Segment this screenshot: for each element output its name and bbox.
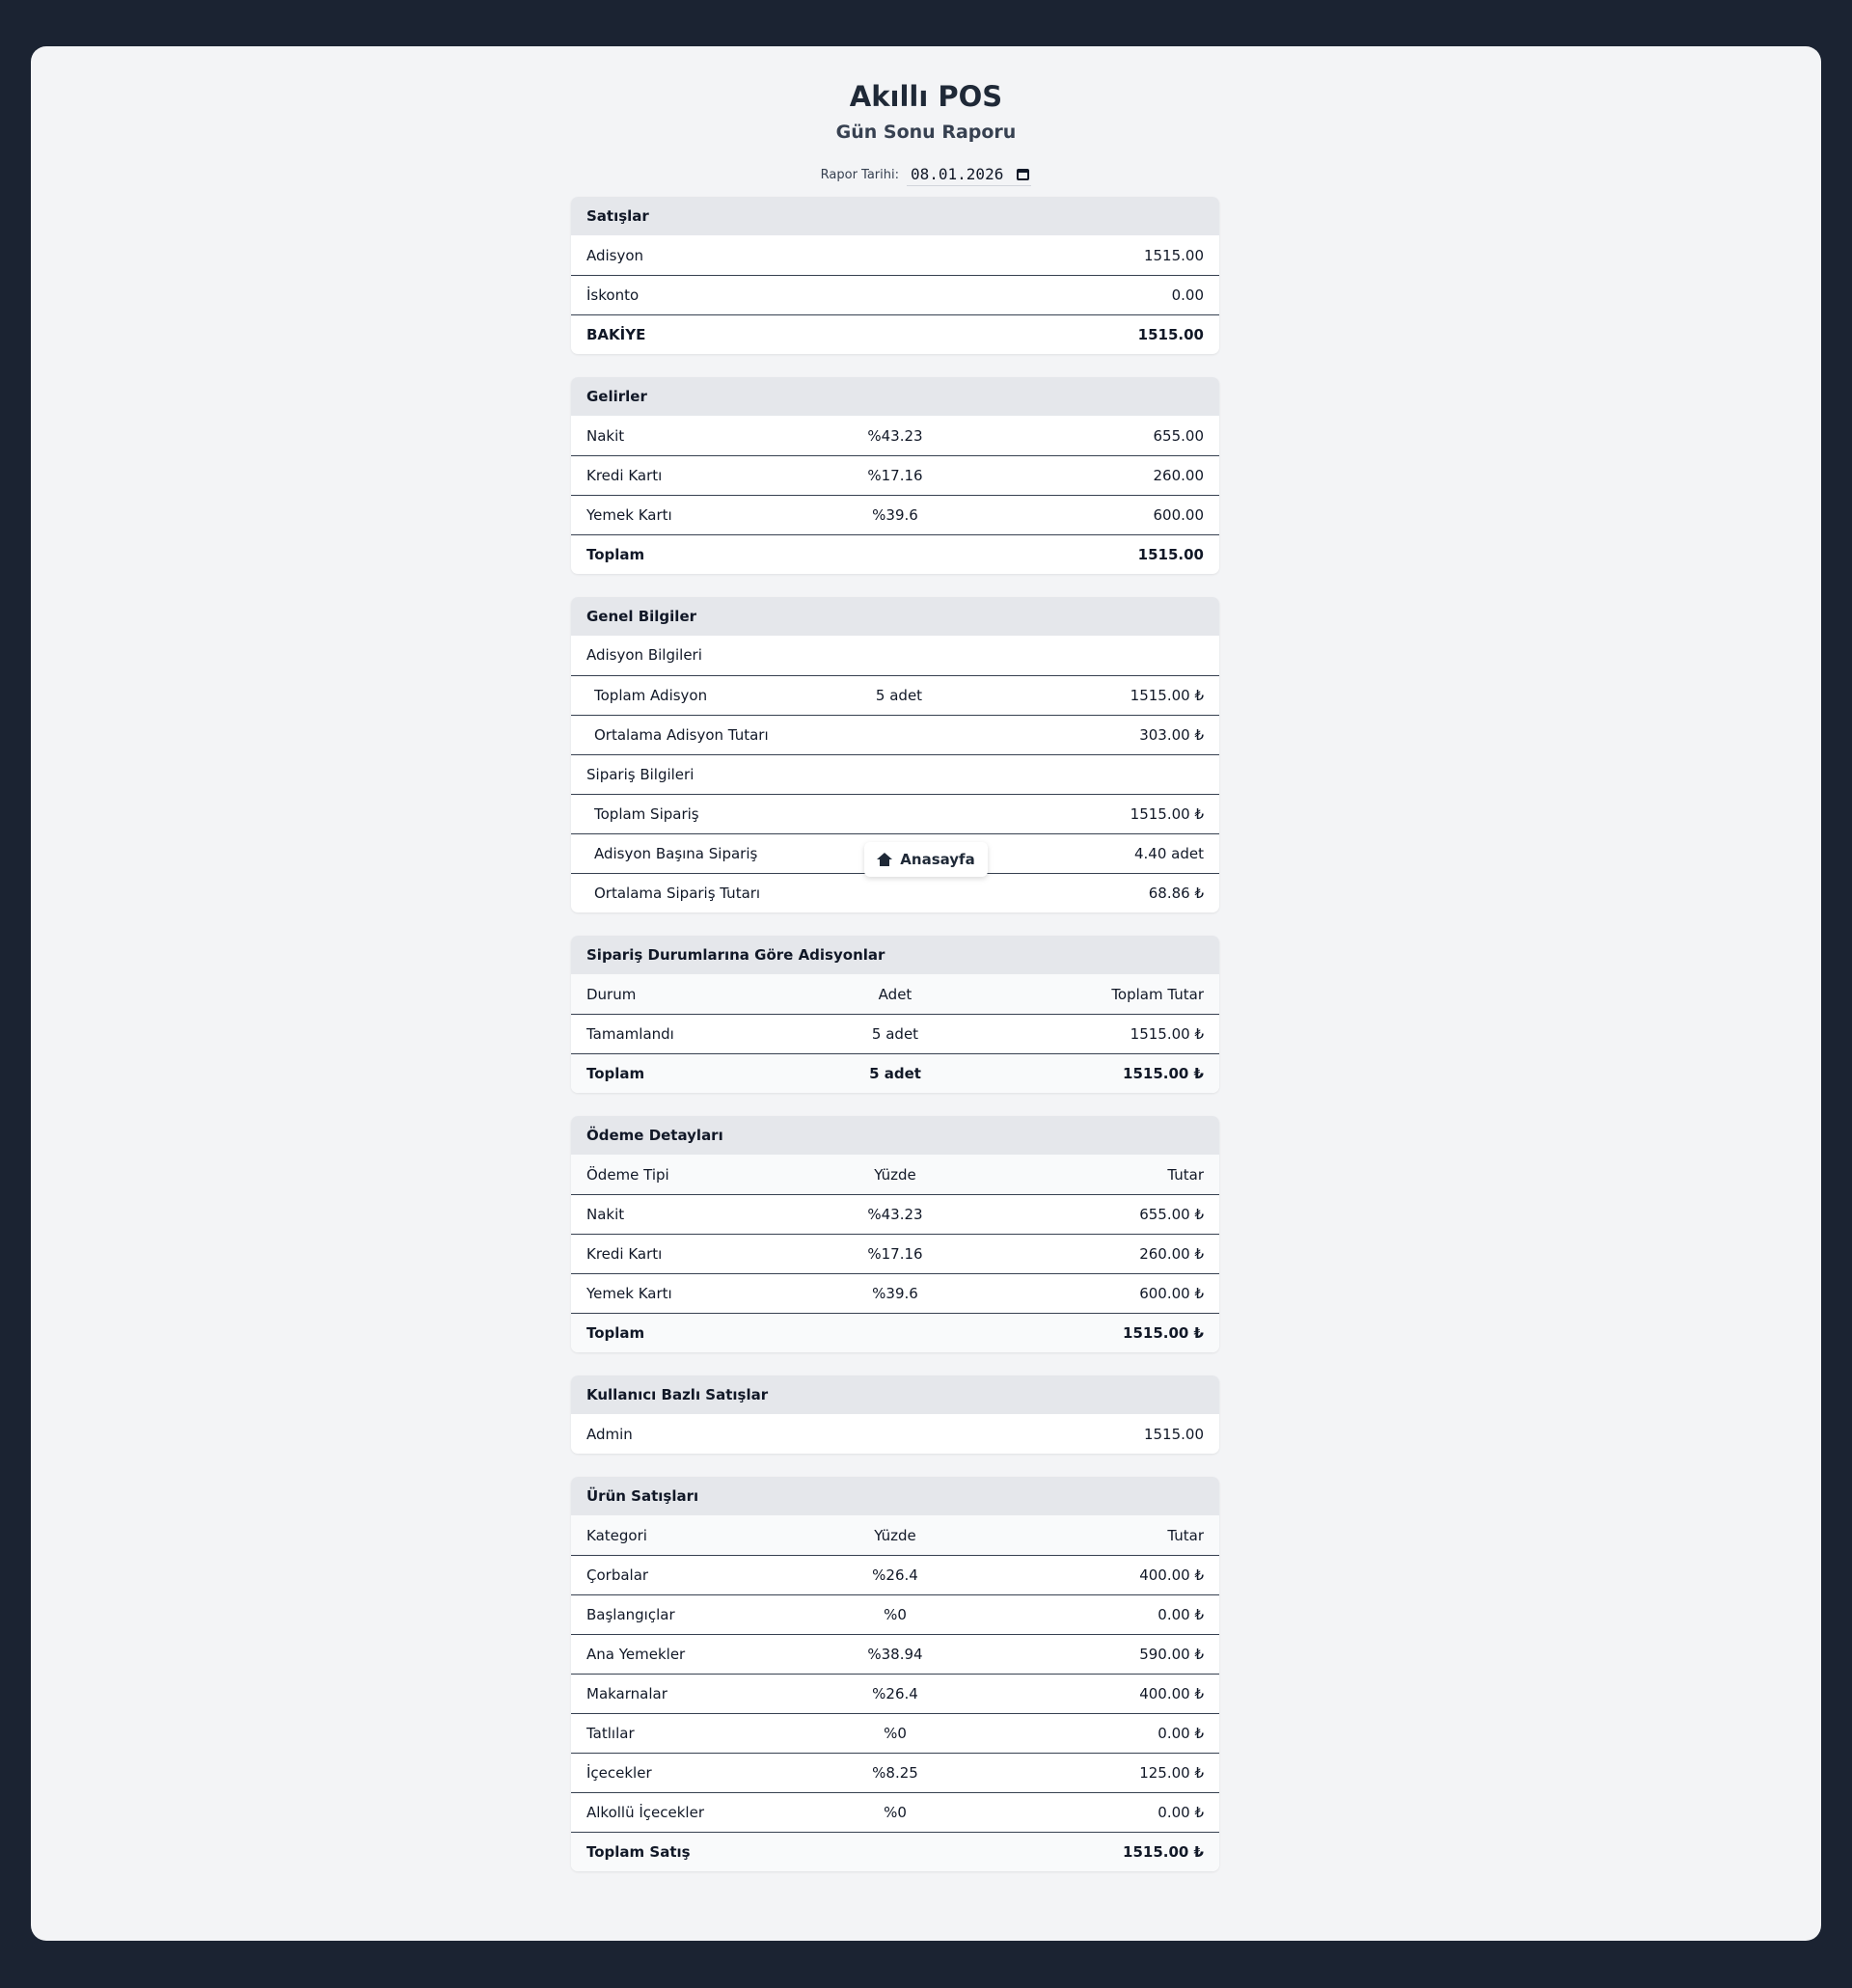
table-row <box>571 1273 1219 1313</box>
column-header: Durum <box>586 985 637 1003</box>
row-label: Adisyon Başına Sipariş <box>594 845 758 862</box>
row-percent: %38.94 <box>867 1646 923 1663</box>
row-value: 4.40 adet <box>1134 845 1204 862</box>
row-percent: %17.16 <box>867 467 923 484</box>
home-icon <box>877 853 892 866</box>
row-value: 400.00 ₺ <box>1139 1566 1204 1584</box>
total-row <box>571 1832 1219 1871</box>
table-row <box>571 675 1219 715</box>
row-percent: %26.4 <box>872 1566 918 1584</box>
row-value: 0.00 ₺ <box>1158 1606 1204 1623</box>
column-header: Toplam Tutar <box>1111 985 1204 1003</box>
row-value: 125.00 ₺ <box>1139 1764 1204 1782</box>
adisyon-info-heading: Adisyon Bilgileri <box>586 646 702 664</box>
row-percent: %0 <box>884 1725 907 1742</box>
row-label: Toplam <box>586 1065 645 1082</box>
row-value: 1515.00 ₺ <box>1123 1324 1204 1342</box>
table-row <box>571 1414 1219 1454</box>
report-subtitle: Gün Sonu Raporu <box>835 122 1017 143</box>
row-label: İçecekler <box>586 1764 652 1782</box>
row-label: Kredi Kartı <box>586 467 663 484</box>
table-row <box>571 1555 1219 1594</box>
table-header-row <box>571 974 1219 1014</box>
table-row <box>571 1634 1219 1674</box>
table-row <box>571 1792 1219 1832</box>
report-date-input[interactable] <box>907 163 1031 186</box>
date-row <box>31 162 1821 187</box>
column-header: Tutar <box>1167 1165 1204 1184</box>
row-label: BAKİYE <box>586 326 646 343</box>
row-label: Tatlılar <box>586 1725 635 1742</box>
row-value: 655.00 ₺ <box>1139 1206 1204 1223</box>
row-label: Yemek Kartı <box>586 506 672 524</box>
order-info-heading: Sipariş Bilgileri <box>571 754 1219 794</box>
row-label: Toplam <box>586 546 645 563</box>
row-percent: %0 <box>884 1804 907 1821</box>
table-row <box>571 1014 1219 1053</box>
row-value: 260.00 ₺ <box>1139 1245 1204 1263</box>
card-title: Genel Bilgiler <box>571 597 1219 636</box>
row-count: 5 adet <box>869 1065 921 1082</box>
row-count: 5 adet <box>875 687 923 704</box>
table-row <box>571 455 1219 495</box>
table-row <box>571 1753 1219 1792</box>
table-row <box>571 1594 1219 1634</box>
table-header-row <box>571 1155 1219 1194</box>
card-title: Sipariş Durumlarına Göre Adisyonlar <box>571 936 1219 974</box>
row-percent: %0 <box>884 1606 907 1623</box>
row-value: 400.00 ₺ <box>1139 1685 1204 1702</box>
row-label: Tamamlandı <box>586 1025 674 1043</box>
table-row <box>571 794 1219 833</box>
row-label: Toplam Satış <box>586 1843 691 1861</box>
date-label: Rapor Tarihi: <box>820 167 899 182</box>
total-row <box>571 534 1219 574</box>
row-label: Toplam <box>586 1324 645 1342</box>
table-row <box>571 495 1219 534</box>
card-title: Satışlar <box>571 197 1219 235</box>
user-sales-card <box>571 1375 1219 1454</box>
table-row <box>571 715 1219 754</box>
card-title: Ödeme Detayları <box>571 1116 1219 1155</box>
row-label: Adisyon <box>586 246 644 264</box>
row-label: Nakit <box>586 1206 625 1223</box>
income-card <box>571 377 1219 574</box>
table-row <box>571 1713 1219 1753</box>
column-header: Adet <box>878 985 912 1003</box>
row-label: Toplam Adisyon <box>594 687 708 704</box>
row-label: Kredi Kartı <box>586 1245 663 1263</box>
row-value: 1515.00 <box>1143 246 1204 264</box>
row-percent: %39.6 <box>872 1285 918 1302</box>
row-label: Çorbalar <box>586 1566 649 1584</box>
row-value: 1515.00 ₺ <box>1123 1843 1204 1861</box>
row-label: Makarnalar <box>586 1685 667 1702</box>
row-label: Ortalama Adisyon Tutarı <box>594 726 769 744</box>
column-header: Ödeme Tipi <box>586 1165 669 1184</box>
row-value: 0.00 ₺ <box>1158 1804 1204 1821</box>
date-value: 08.01.2026 <box>911 165 1004 183</box>
row-percent: %26.4 <box>872 1685 918 1702</box>
total-row <box>571 314 1219 354</box>
table-row <box>571 235 1219 275</box>
card-title: Ürün Satışları <box>571 1477 1219 1515</box>
row-value: 260.00 <box>1153 467 1204 484</box>
row-label: Ana Yemekler <box>586 1646 686 1663</box>
row-value: 1515.00 <box>1143 1425 1204 1443</box>
table-row <box>571 1234 1219 1273</box>
row-value: 600.00 ₺ <box>1139 1285 1204 1302</box>
row-value: 0.00 <box>1171 286 1204 304</box>
table-row <box>571 1194 1219 1234</box>
row-value: 1515.00 <box>1137 546 1204 563</box>
row-label: Alkollü İçecekler <box>586 1804 704 1821</box>
row-percent: %39.6 <box>872 506 918 524</box>
row-label: Başlangıçlar <box>586 1606 675 1623</box>
column-header: Yüzde <box>874 1526 916 1544</box>
calendar-icon[interactable] <box>1017 169 1029 180</box>
total-row <box>571 1313 1219 1352</box>
column-header: Yüzde <box>874 1165 916 1184</box>
row-value: 590.00 ₺ <box>1139 1646 1204 1663</box>
row-value: 1515.00 ₺ <box>1130 687 1204 704</box>
row-value: 303.00 ₺ <box>1139 726 1204 744</box>
row-label: Admin <box>586 1425 633 1443</box>
order-status-card <box>571 936 1219 1093</box>
row-count: 5 adet <box>871 1025 919 1043</box>
row-value: 0.00 ₺ <box>1158 1725 1204 1742</box>
table-row <box>571 275 1219 314</box>
card-title: Gelirler <box>571 377 1219 416</box>
row-value: 1515.00 ₺ <box>1130 1025 1204 1043</box>
app-title: Akıllı POS <box>849 80 1003 113</box>
table-row <box>571 1674 1219 1713</box>
table-header-row <box>571 1515 1219 1555</box>
row-value: 1515.00 <box>1137 326 1204 343</box>
home-button[interactable] <box>864 842 988 877</box>
product-sales-card <box>571 1477 1219 1871</box>
report-content <box>571 197 1219 1894</box>
column-header: Kategori <box>586 1526 647 1544</box>
row-label: Toplam Sipariş <box>594 805 699 823</box>
table-row <box>571 873 1219 912</box>
row-percent: %8.25 <box>872 1764 918 1782</box>
row-value: 1515.00 ₺ <box>1123 1065 1204 1082</box>
table-row <box>571 416 1219 455</box>
row-label: Ortalama Sipariş Tutarı <box>594 885 761 902</box>
home-button-label: Anasayfa <box>900 851 975 868</box>
row-label: İskonto <box>586 286 640 304</box>
card-title: Kullanıcı Bazlı Satışlar <box>571 1375 1219 1414</box>
sales-card <box>571 197 1219 354</box>
row-value: 600.00 <box>1153 506 1204 524</box>
row-percent: %17.16 <box>867 1245 923 1263</box>
row-value: 68.86 ₺ <box>1148 885 1204 902</box>
total-row <box>571 1053 1219 1093</box>
report-header <box>31 46 1821 216</box>
row-percent: %43.23 <box>867 1206 923 1223</box>
row-value: 655.00 <box>1153 426 1204 445</box>
row-label: Yemek Kartı <box>586 1285 672 1302</box>
row-percent: %43.23 <box>867 426 923 445</box>
row-value: 1515.00 ₺ <box>1130 805 1204 823</box>
row-label: Nakit <box>586 426 625 445</box>
column-header: Tutar <box>1167 1526 1204 1544</box>
payment-details-card <box>571 1116 1219 1352</box>
